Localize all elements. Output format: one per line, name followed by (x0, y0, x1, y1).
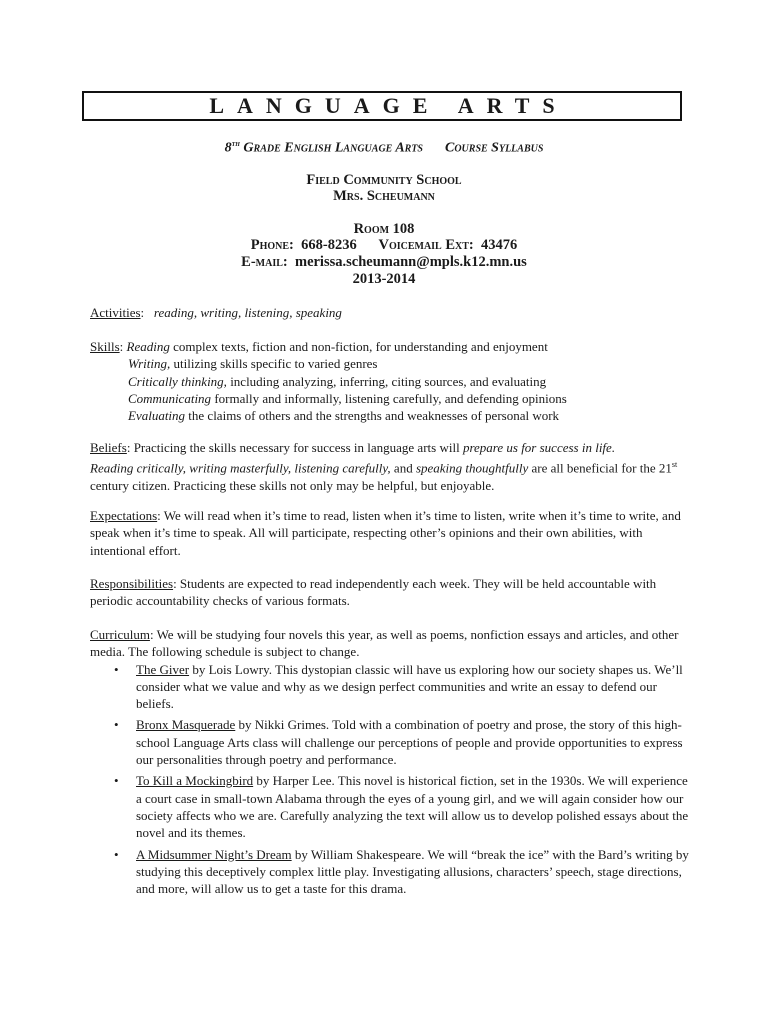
grade-number: 8 (224, 140, 232, 156)
beliefs-emphasis: speaking thoughtfully (415, 460, 529, 476)
title-box (82, 91, 682, 121)
room-number: Room 108 (353, 221, 415, 237)
grade-text: Grade English Language Arts (243, 140, 423, 156)
book-title: To Kill a Mockingbird (136, 773, 254, 789)
skill-term: Writing, (128, 356, 171, 372)
beliefs-text: and (390, 460, 416, 476)
book-list (90, 661, 690, 898)
voicemail-number: 43476 (481, 237, 518, 253)
beliefs-section (90, 439, 690, 494)
list-item (136, 716, 690, 768)
responsibilities-text: : Students are expected to read independently each week. They will be held accountable with periodic accountability checks of various formats. (90, 576, 657, 609)
expectations-section (90, 507, 690, 559)
book-description: by Lois Lowry. This dystopian classic will have us exploring how our society shapes us. We’ll consider what we value and why as we design perfect communities and write an essay to defend our beliefs. (136, 661, 683, 712)
skills-section (90, 338, 690, 424)
beliefs-superscript: st (671, 460, 678, 470)
teacher-name: Mrs. Scheumann (333, 188, 435, 204)
activities-text: reading, writing, listening, speaking (153, 305, 342, 320)
skill-term: Communicating (128, 390, 212, 406)
skill-text: complex texts, fiction and non-fiction, for understanding and enjoyment (169, 339, 548, 354)
beliefs-line-1 (90, 439, 690, 456)
book-description: by Harper Lee. This novel is historical fiction, set in the 1930s. We will experience a court case in small-town Alabama through the eyes of a young girl, and we will again consider how our society affects who we are. Carefully analyzing the text will allow us to develop polished essays about the novel and its themes. (136, 773, 689, 841)
curriculum-intro (90, 626, 690, 661)
beliefs-emphasis: Reading critically, writing masterfully, listening carefully, (90, 460, 391, 476)
expectations-text: : We will read when it’s time to read, listen when it’s time to listen, write when it’s time to write, and speak when it’s time to speak. All will participate, respecting other’s opinions and their own abilities, with intentional effort. (90, 508, 681, 558)
skill-text: including analyzing, inferring, citing sources, and evaluating (226, 373, 547, 389)
email-address[interactable]: merissa.scheumann@mpls.k12.mn.us (294, 254, 527, 270)
skill-term: Critically thinking, (128, 373, 227, 389)
activities-section: Activities: reading, writing, listening, speaking (90, 305, 342, 320)
list-item (136, 772, 690, 841)
curriculum-text: : We will be studying four novels this year, as well as poems, nonfiction essays and articles, and other media. The following schedule is subject to change. (90, 627, 679, 660)
book-title: The Giver (136, 661, 190, 677)
book-title: Bronx Masquerade (136, 717, 236, 733)
book-description: by Nikki Grimes. Told with a combination of poetry and prose, the story of this high-school Language Arts class will challenge our perceptions of people and provide opportunities to express our personalities through poetry and performance. (136, 717, 683, 768)
skills-label: Skills (90, 339, 120, 354)
beliefs-text: : Practicing the skills necessary for success in language arts will (126, 440, 463, 455)
book-title: A Midsummer Night’s Dream (136, 846, 292, 862)
beliefs-line-2 (90, 456, 690, 477)
email-label: E-mail: (241, 254, 288, 270)
skills-row-2 (90, 355, 690, 372)
skills-row-4 (90, 390, 690, 407)
list-item (136, 661, 690, 713)
phone-number: 668-8236 (301, 237, 357, 253)
skills-row-5 (90, 407, 690, 424)
grade-superscript: th (231, 139, 240, 148)
list-item (136, 846, 690, 898)
email-line (0, 254, 768, 270)
skill-text: formally and informally, listening carefully, and defending opinions (211, 390, 567, 406)
phone-label: Phone: (250, 237, 294, 253)
page-title: LANGUAGE ARTS (209, 93, 568, 118)
school-name: Field Community School (306, 172, 462, 188)
responsibilities-label: Responsibilities (90, 576, 174, 591)
beliefs-label: Beliefs (90, 440, 127, 455)
phone-line (0, 237, 768, 253)
curriculum-label: Curriculum (90, 627, 150, 642)
activities-label: Activities (90, 305, 141, 320)
responsibilities-section (90, 575, 690, 610)
skill-text: the claims of others and the strengths and weaknesses of personal work (185, 408, 560, 424)
book-description: by William Shakespeare. We will “break the ice” with the Bard’s writing by studying this deceptively complex little play. Investigating allusions, characters’ speech, stage directions, and more, will allow us to get a taste for this drama. (136, 846, 689, 897)
skill-text: utilizing skills specific to varied genres (170, 356, 378, 372)
course-label: Course Syllabus (445, 140, 544, 156)
skills-row-3 (90, 373, 690, 390)
beliefs-emphasis: prepare us for success in life. (462, 440, 616, 455)
course-subtitle (0, 139, 768, 157)
curriculum-section (90, 626, 690, 901)
beliefs-line-3: century citizen. Practicing these skills not only may be helpful, but enjoyable. (90, 477, 495, 493)
school-year: 2013-2014 (352, 271, 416, 287)
skills-row-1: Skills: Reading complex texts, fiction and non-fiction, for understanding and enjoyment (90, 339, 548, 354)
expectations-label: Expectations (90, 508, 158, 523)
beliefs-text: are all beneficial for the 21 (528, 460, 672, 476)
voicemail-label: Voicemail Ext: (378, 237, 474, 253)
skill-term: Evaluating (128, 408, 186, 424)
skill-term: Reading (126, 339, 170, 354)
